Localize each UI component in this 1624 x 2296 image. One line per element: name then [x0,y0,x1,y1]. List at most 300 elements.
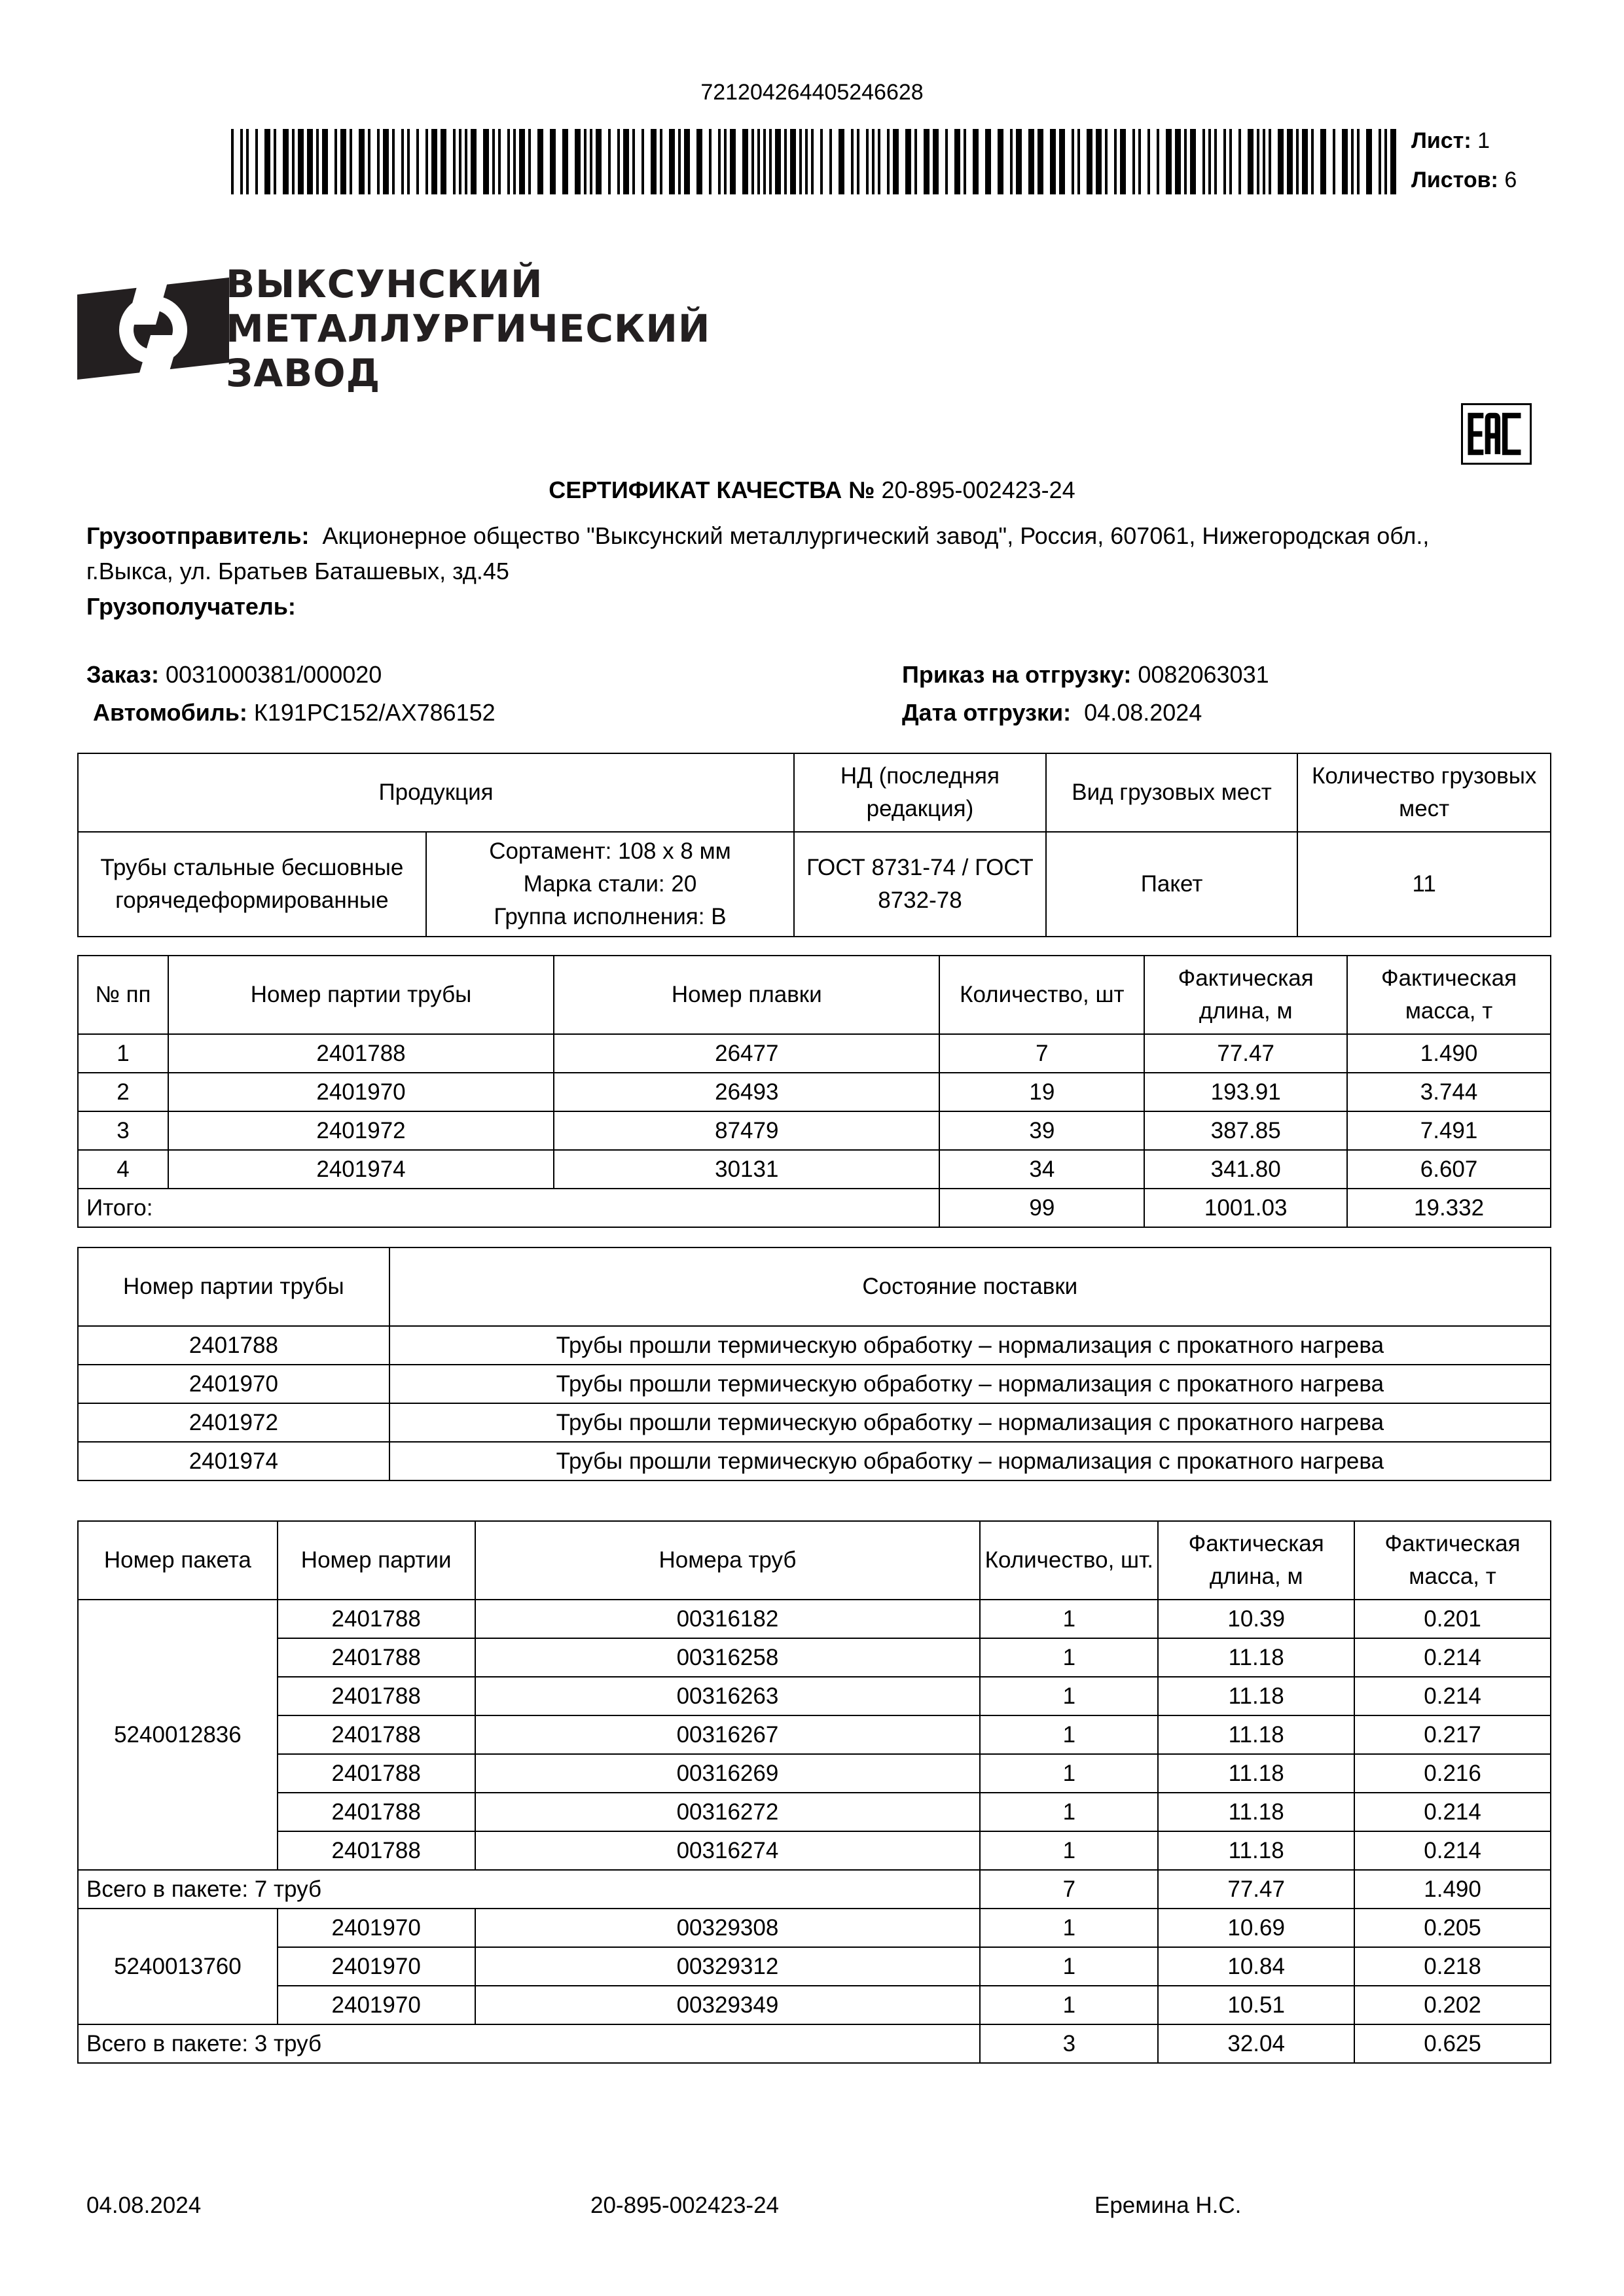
barcode-bar [416,129,419,194]
barcode-bar [1287,129,1293,194]
package-row [78,1754,1551,1793]
barcode-bar [283,129,289,194]
package-count-value: 11 [1297,832,1551,937]
lot-cell: 26493 [554,1073,939,1111]
barcode-bar [696,129,702,194]
barcode-bar [334,129,337,194]
barcode-bar [623,129,629,194]
lot-cell: 2 [78,1073,168,1111]
lot-row [78,1034,1551,1073]
barcode [231,129,1396,194]
barcode-bar [1342,129,1348,194]
barcode-bar [383,129,389,194]
barcode-bar [471,129,477,194]
barcode-bar [763,129,766,194]
vehicle [93,695,878,730]
barcode-bar [1096,129,1102,194]
condition-cell: Трубы прошли термическую обработку – нормализация с прокатного нагрева [389,1365,1551,1403]
barcode-bar [924,129,929,194]
package-cell: 11.18 [1158,1831,1354,1870]
barcode-bar [1302,129,1308,194]
package-type-header: Вид грузовых мест [1046,753,1298,832]
barcode-bar [1269,129,1271,194]
condition-cell: Трубы прошли термическую обработку – нормализация с прокатного нагрева [389,1403,1551,1442]
lot-cell: 34 [939,1150,1144,1189]
barcode-bar [1038,129,1043,194]
package-total-cell: 32.04 [1158,2024,1354,2063]
barcode-bar [757,129,760,194]
sheets-value: 6 [1504,168,1517,192]
condition-cell: 2401970 [78,1365,389,1403]
barcode-bar [1016,129,1022,194]
logo-text [226,262,710,395]
barcode-bar [492,129,495,194]
lots-header-index: № пп [78,956,168,1034]
barcode-bar [709,129,712,194]
lots-header-qty: Количество, шт [939,956,1144,1034]
sheet-value: 1 [1477,128,1490,153]
package-cell: 0.205 [1354,1909,1551,1947]
sheet-number [1411,128,1490,154]
package-cell: 0.201 [1354,1600,1551,1638]
lot-cell: 2401788 [168,1034,554,1073]
barcode-bar [377,129,380,194]
barcode-bar [596,129,602,194]
shipper-label: Грузоотправитель: [86,522,310,549]
logo-line-3: ЗАВОД [226,351,381,395]
barcode-bar [730,129,736,194]
lot-cell: 77.47 [1144,1034,1347,1073]
package-cell: 1 [980,1793,1158,1831]
package-cell: 2401788 [278,1754,475,1793]
package-cell: 0.214 [1354,1638,1551,1677]
shipment-date-value: 04.08.2024 [1084,699,1202,726]
pkg-header-qty: Количество, шт. [980,1521,1158,1600]
barcode-bar [829,129,832,194]
barcode-bar [1390,129,1396,194]
barcode-bar [240,129,243,194]
shipper-value-2: г.Выкса, ул. Братьев Баташевых, зд.45 [86,558,509,584]
barcode-bar [1202,129,1205,194]
barcode-bar [1214,129,1217,194]
barcode-bar [584,129,586,194]
vehicle-value: К191РС152/АХ786152 [253,699,496,726]
package-cell: 00329308 [475,1909,981,1947]
barcode-bar [1105,129,1108,194]
package-cell: 00329312 [475,1947,981,1986]
logo-line-2: МЕТАЛЛУРГИЧЕСКИЙ [226,306,711,351]
package-total-row [78,2024,1551,2063]
barcode-bar [590,129,592,194]
lots-total-row [78,1189,1551,1227]
package-row [78,1986,1551,2024]
lots-table [77,955,1551,1228]
lot-cell: 39 [939,1111,1144,1150]
barcode-bar [1138,129,1141,194]
lots-header-length: Фактическая длина, м [1144,956,1347,1034]
lot-cell: 7 [939,1034,1144,1073]
product-spec [426,832,794,937]
barcode-bar [1311,129,1314,194]
barcode-bar [608,129,611,194]
barcode-bar [718,129,721,194]
barcode-bar [231,129,234,194]
footer-date: 04.08.2024 [86,2193,202,2218]
barcode-bar [498,129,501,194]
barcode-bar [264,129,270,194]
eac-mark-icon [1461,403,1532,465]
lot-cell: 2401974 [168,1150,554,1189]
barcode-bar [790,129,796,194]
shipment-order [902,657,1557,692]
order-value: 0031000381/000020 [165,661,382,688]
package-cell: 1 [980,1677,1158,1715]
package-row [78,1715,1551,1754]
barcode-bar [407,129,410,194]
package-cell: 00329349 [475,1986,981,2024]
lot-row [78,1150,1551,1189]
package-cell: 1 [980,1754,1158,1793]
barcode-bar [684,129,690,194]
package-cell: 11.18 [1158,1677,1354,1715]
lot-cell: 1.490 [1347,1034,1551,1073]
barcode-bar [1059,129,1065,194]
lot-cell: 3 [78,1111,168,1150]
barcode-bar [1333,129,1335,194]
barcode-bar [1175,129,1181,194]
package-cell: 00316267 [475,1715,981,1754]
package-cell: 0.216 [1354,1754,1551,1793]
barcode-bar [359,129,365,194]
lots-total-label: Итого: [78,1189,939,1227]
lot-cell: 7.491 [1347,1111,1551,1150]
execution-group: Группа исполнения: В [494,904,727,929]
package-row [78,1909,1551,1947]
lot-cell: 2401970 [168,1073,554,1111]
package-cell: 1 [980,1638,1158,1677]
lot-cell: 2401972 [168,1111,554,1150]
package-cell: 11.18 [1158,1793,1354,1831]
barcode-bar [839,129,844,194]
barcode-bar [1190,129,1196,194]
barcode-bar [483,129,489,194]
package-cell: 2401788 [278,1600,475,1638]
barcode-bar [799,129,802,194]
barcode-bar [905,129,911,194]
barcode-bar [307,129,313,194]
barcode-bar [878,129,880,194]
lots-total-cell: 19.332 [1347,1189,1551,1227]
barcode-bar [669,129,675,194]
barcode-bar [914,129,917,194]
package-cell: 2401788 [278,1831,475,1870]
package-cell: 2401970 [278,1909,475,1947]
barcode-bar [550,129,556,194]
logo-line-1: ВЫКСУНСКИЙ [226,262,543,306]
barcode-bar [775,129,781,194]
shipper [86,518,1553,589]
barcode-bar [857,129,859,194]
barcode-bar [985,129,991,194]
barcode-bar [945,129,948,194]
barcode-bar [292,129,295,194]
barcode-bar [1157,129,1159,194]
package-cell: 1 [980,1947,1158,1986]
package-total-label: Всего в пакете: 3 труб [78,2024,980,2063]
package-cell: 10.69 [1158,1909,1354,1947]
shipment-date [902,695,1557,730]
package-cell: 2401970 [278,1947,475,1986]
package-cell: 00316258 [475,1638,981,1677]
barcode-bar [562,129,568,194]
condition-header-state: Состояние поставки [389,1247,1551,1326]
barcode-bar [617,129,620,194]
consignee [86,589,1553,624]
package-cell: 11.18 [1158,1638,1354,1677]
lot-cell: 1 [78,1034,168,1073]
barcode-bar [632,129,635,194]
barcode-bar [401,129,404,194]
package-cell: 11.18 [1158,1715,1354,1754]
barcode-bar [246,129,249,194]
barcode-bar [1010,129,1013,194]
package-total-cell: 0.625 [1354,2024,1551,2063]
barcode-bar [1384,129,1387,194]
package-cell: 10.51 [1158,1986,1354,2024]
package-cell: 00316182 [475,1600,981,1638]
package-cell: 00316274 [475,1831,981,1870]
package-cell: 11.18 [1158,1754,1354,1793]
barcode-bar [507,129,510,194]
package-row [78,1947,1551,1986]
shipment-order-label: Приказ на отгрузку: [902,661,1132,688]
lot-cell: 19 [939,1073,1144,1111]
lot-cell: 6.607 [1347,1150,1551,1189]
barcode-bar [742,129,748,194]
package-cell: 2401788 [278,1715,475,1754]
lot-cell: 3.744 [1347,1073,1551,1111]
assortment: Сортамент: 108 х 8 мм [489,838,731,864]
barcode-bar [724,129,727,194]
nd-header: НД (последняя редакция) [794,753,1046,832]
package-row [78,1677,1551,1715]
lots-header-heat: Номер плавки [554,956,939,1034]
barcode-bar [784,129,787,194]
condition-table [77,1247,1551,1481]
barcode-bar [769,129,772,194]
barcode-bar [1132,129,1135,194]
barcode-bar [1248,129,1254,194]
sheets-total [1411,168,1517,193]
pkg-header-pipes: Номера труб [475,1521,981,1600]
barcode-bar [1229,129,1232,194]
barcode-bar [1114,129,1117,194]
package-number: 5240013760 [78,1909,278,2024]
package-cell: 00316272 [475,1793,981,1831]
barcode-bar [1366,129,1372,194]
package-cell: 1 [980,1986,1158,2024]
pkg-header-mass: Фактическая масса, т [1354,1521,1551,1600]
condition-header-lot: Номер партии трубы [78,1247,389,1326]
barcode-number: 721204264405246628 [700,80,924,105]
package-cell: 0.214 [1354,1677,1551,1715]
lot-cell: 387.85 [1144,1111,1347,1150]
package-cell: 0.214 [1354,1793,1551,1831]
barcode-bar [893,129,899,194]
barcode-bar [866,129,869,194]
barcode-bar [465,129,467,194]
package-total-row [78,1870,1551,1909]
certificate-label: СЕРТИФИКАТ КАЧЕСТВА № [549,476,875,503]
barcode-bar [1357,129,1360,194]
barcode-bar [255,129,258,194]
condition-row [78,1326,1551,1365]
pkg-header-package: Номер пакета [78,1521,278,1600]
barcode-bar [1379,129,1381,194]
barcode-bar [453,129,456,194]
nd-value: ГОСТ 8731-74 / ГОСТ 8732-78 [794,832,1046,937]
package-cell: 0.202 [1354,1986,1551,2024]
package-total-cell: 1.490 [1354,1870,1551,1909]
barcode-bar [431,129,437,194]
barcode-bar [964,129,966,194]
package-type-value: Пакет [1046,832,1298,937]
order [86,657,872,692]
barcode-bar [1072,129,1074,194]
barcode-bar [528,129,531,194]
barcode-bar [1296,129,1299,194]
barcode-bar [1050,129,1056,194]
barcode-bar [1238,129,1241,194]
barcode-bar [660,129,662,194]
pkg-header-lot: Номер партии [278,1521,475,1600]
package-cell: 1 [980,1600,1158,1638]
condition-cell: 2401788 [78,1326,389,1365]
lot-cell: 4 [78,1150,168,1189]
package-table [77,1520,1551,2064]
barcode-bar [425,129,428,194]
pkg-header-length: Фактическая длина, м [1158,1521,1354,1600]
barcode-bar [519,129,525,194]
product-table [77,753,1551,937]
barcode-bar [392,129,395,194]
package-count-header: Количество грузовых мест [1297,753,1551,832]
condition-cell: Трубы прошли термическую обработку – нормализация с прокатного нагрева [389,1326,1551,1365]
package-row [78,1831,1551,1870]
footer-certificate-number: 20-895-002423-24 [590,2193,780,2218]
barcode-bar [954,129,960,194]
barcode-bar [298,129,304,194]
barcode-bar [1087,129,1092,194]
lots-total-cell: 1001.03 [1144,1189,1347,1227]
barcode-bar [751,129,754,194]
barcode-bar [459,129,461,194]
condition-row [78,1365,1551,1403]
package-cell: 2401788 [278,1677,475,1715]
barcode-bar [441,129,446,194]
sheets-label: Листов: [1411,168,1498,192]
package-total-label: Всего в пакете: 7 труб [78,1870,980,1909]
package-total-cell: 3 [980,2024,1158,2063]
barcode-bar [805,129,808,194]
barcode-bar [1257,129,1259,194]
package-cell: 00316269 [475,1754,981,1793]
lots-header-lot: Номер партии трубы [168,956,554,1034]
steel-grade: Марка стали: 20 [523,871,697,897]
product-name: Трубы стальные бесшовные горячедеформированные [78,832,426,937]
company-logo [77,278,229,380]
barcode-bar [887,129,890,194]
sheet-label: Лист: [1411,128,1471,153]
condition-cell: 2401974 [78,1442,389,1480]
package-total-cell: 77.47 [1158,1870,1354,1909]
barcode-bar [575,129,581,194]
barcode-bar [316,129,319,194]
condition-row [78,1403,1551,1442]
package-cell: 0.214 [1354,1831,1551,1870]
vehicle-label: Автомобиль: [93,699,247,726]
lot-cell: 30131 [554,1150,939,1189]
barcode-bar [1166,129,1172,194]
barcode-bar [350,129,352,194]
package-cell: 2401970 [278,1986,475,2024]
package-cell: 2401788 [278,1793,475,1831]
product-header: Продукция [78,753,794,832]
barcode-bar [1077,129,1080,194]
barcode-bar [1147,129,1150,194]
barcode-bar [872,129,875,194]
barcode-bar [973,129,979,194]
barcode-bar [274,129,276,194]
condition-cell: 2401972 [78,1403,389,1442]
barcode-bar [1278,129,1284,194]
package-cell: 1 [980,1909,1158,1947]
footer-signatory: Еремина Н.С. [1094,2193,1242,2218]
package-cell: 00316263 [475,1677,981,1715]
barcode-bar [1208,129,1211,194]
package-total-cell: 7 [980,1870,1158,1909]
barcode-bar [1028,129,1034,194]
barcode-bar [678,129,681,194]
lot-row [78,1073,1551,1111]
package-cell: 2401788 [278,1638,475,1677]
certificate-title [0,476,1624,504]
barcode-bar [340,129,346,194]
package-cell: 10.39 [1158,1600,1354,1638]
barcode-bar [933,129,939,194]
lot-cell: 87479 [554,1111,939,1150]
package-row [78,1638,1551,1677]
shipment-date-label: Дата отгрузки: [902,699,1072,726]
barcode-bar [1223,129,1226,194]
package-number: 5240012836 [78,1600,278,1870]
order-label: Заказ: [86,661,159,688]
package-cell: 0.217 [1354,1715,1551,1754]
package-row [78,1600,1551,1638]
lot-row [78,1111,1551,1150]
consignee-label: Грузополучатель: [86,593,296,620]
barcode-bar [651,129,657,194]
barcode-bar [998,129,1003,194]
barcode-bar [820,129,823,194]
barcode-bar [1184,129,1187,194]
barcode-bar [513,129,516,194]
lots-header-mass: Фактическая масса, т [1347,956,1551,1034]
package-cell: 1 [980,1715,1158,1754]
barcode-bar [1263,129,1265,194]
certificate-number: 20-895-002423-24 [881,476,1075,503]
condition-cell: Трубы прошли термическую обработку – нормализация с прокатного нагрева [389,1442,1551,1480]
